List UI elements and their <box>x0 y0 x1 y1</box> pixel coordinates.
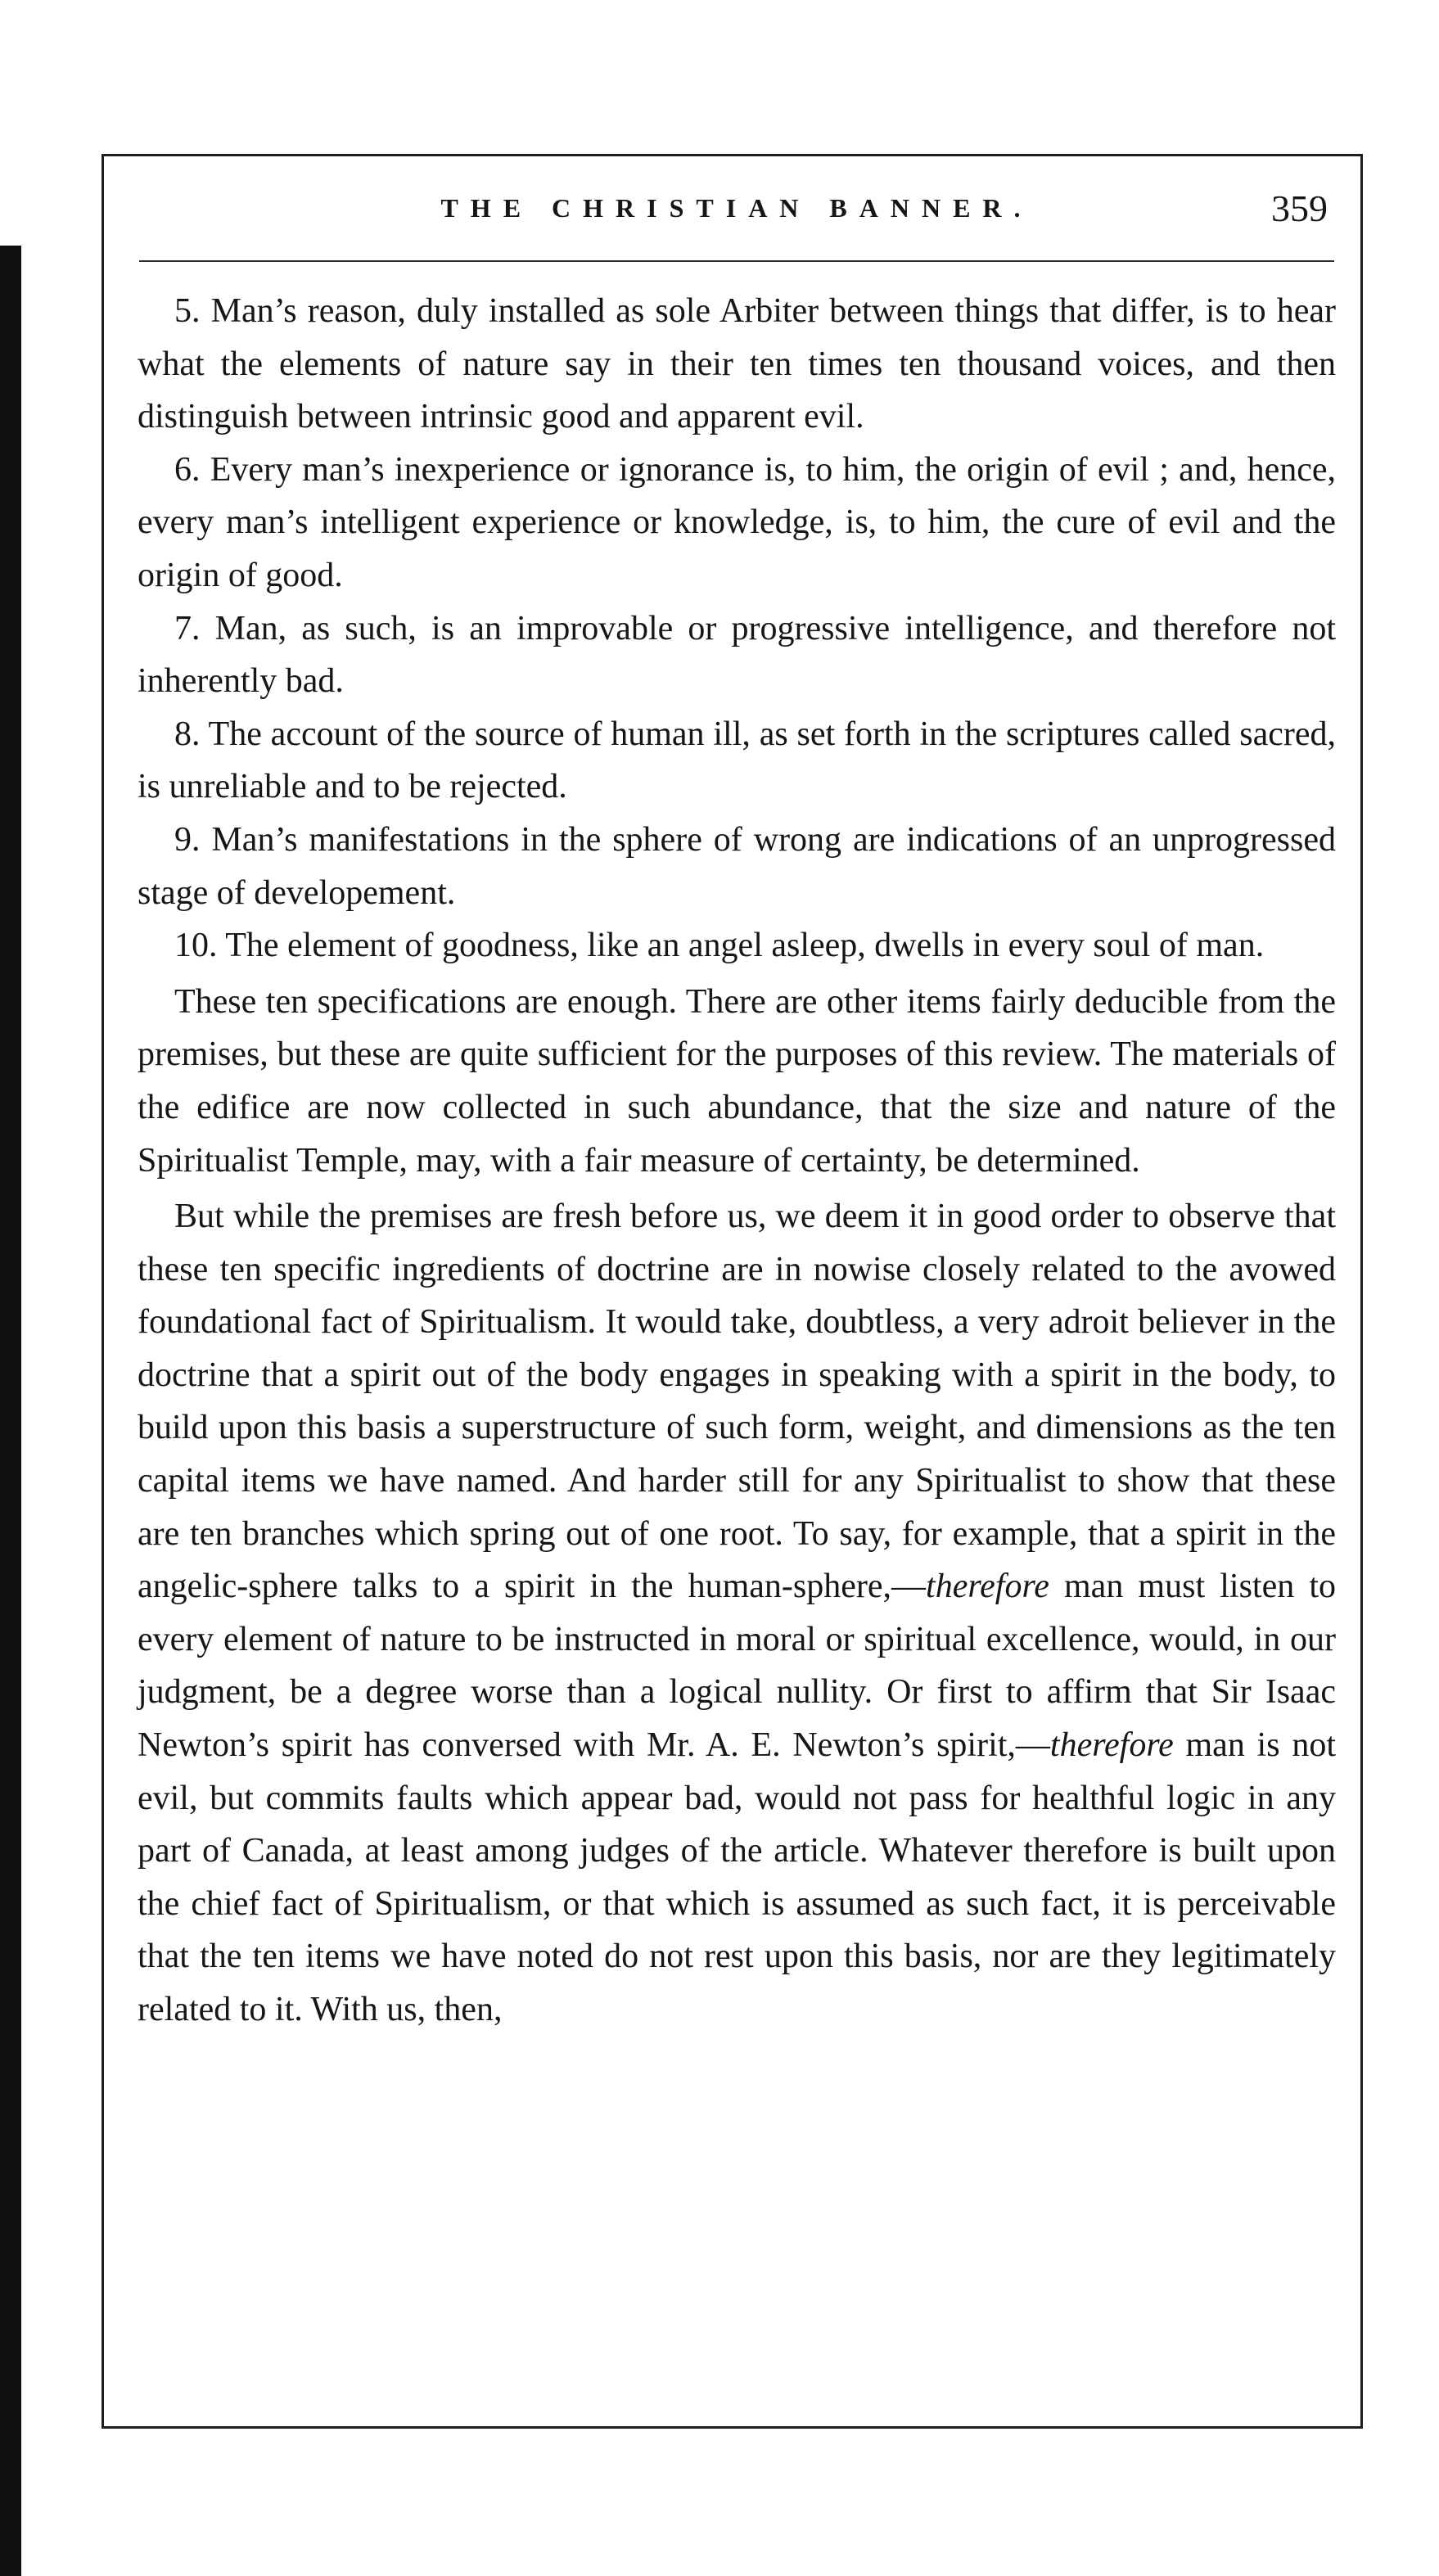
list-item-8: 8. The account of the source of human ill, as set forth in the scriptures called sacred, is unreliable and to be rejected. <box>138 715 1336 806</box>
page-number: 359 <box>1271 187 1328 229</box>
list-item-9: 9. Man’s manifestations in the sphere of wrong are indications of an unprogressed stage of developement. <box>138 820 1336 912</box>
running-title: THE CHRISTIAN BANNER. <box>440 193 1033 223</box>
frame-bottom-rule <box>101 2426 1362 2429</box>
page-header <box>139 187 1334 244</box>
frame-top-rule <box>101 154 1362 156</box>
header-rule <box>139 260 1334 262</box>
paragraph-text: But while the premises are fresh before us, we deem it in good order to observe that these ten specific ingredients of doctrine are in nowise closely related to the avowed foundational fact of Spiritualism. It would take, doubtless, a very adroit believer in the doctrine that a spirit out of the body engages in speaking with a spirit in the body, to build upon this basis a superstructure of such form, weight, and dimensions as the ten capital items we have named. And harder still for any Spiritualist to show that these are ten branches which spring out of one root. To say, for example, that a spirit in the angelic-sphere talks to a spirit in the human-sphere,— <box>138 1198 1336 1606</box>
list-item-6: 6. Every man’s inexperience or ignorance is, to him, the origin of evil ; and, hence, every man’s intelligent experience or knowledge, is, to him, the cure of evil and the origin of good. <box>138 450 1336 594</box>
paragraph-text: man is not evil, but commits faults which appear bad, would not pass for healthful logic in any part of Canada, at least among judges of the article. Whatever therefore is built upon the chief fact of Spiritualism, or that which is assumed as such fact, it is perceivable that the ten items we have noted do not rest upon this basis, nor are they legitimately related to it. With us, then, <box>138 1726 1336 2028</box>
frame-left-rule <box>101 154 104 2429</box>
list-item-7: 7. Man, as such, is an improvable or progressive intelligence, and therefore not inherently bad. <box>138 609 1336 701</box>
list-item-10: 10. The element of goodness, like an angel asleep, dwells in every soul of man. <box>174 927 1265 965</box>
paragraph-specifications: These ten specifications are enough. There are other items fairly deducible from the premises, but these are quite sufficient for the purposes of this review. The materials of the edifice are now collected in such abundance, that the size and nature of the Spiritualist Temple, may, with a fair measure of certainty, be determined. <box>138 982 1336 1180</box>
italic-therefore: therefore <box>926 1568 1049 1606</box>
list-item-5: 5. Man’s reason, duly installed as sole Arbiter between things that differ, is to hear what the elements of nature say in their ten times ten thousand voices, and then distinguish between intrinsic good and apparent evil. <box>138 292 1336 436</box>
paragraph-text: man must listen to every element of nature to be instructed in moral or spiritual excellence, would, in our judgment, be a degree worse than a logical nullity. Or first to affirm that Sir Isaac Newton’s spirit has conversed with Mr. A. E. Newton’s spirit,— <box>138 1568 1337 1765</box>
binding-edge <box>0 246 21 2576</box>
frame-right-rule <box>1360 154 1363 2429</box>
italic-therefore: therefore <box>1049 1726 1174 1765</box>
paragraph-premises <box>138 1190 1336 2037</box>
body-text <box>138 285 1336 2037</box>
